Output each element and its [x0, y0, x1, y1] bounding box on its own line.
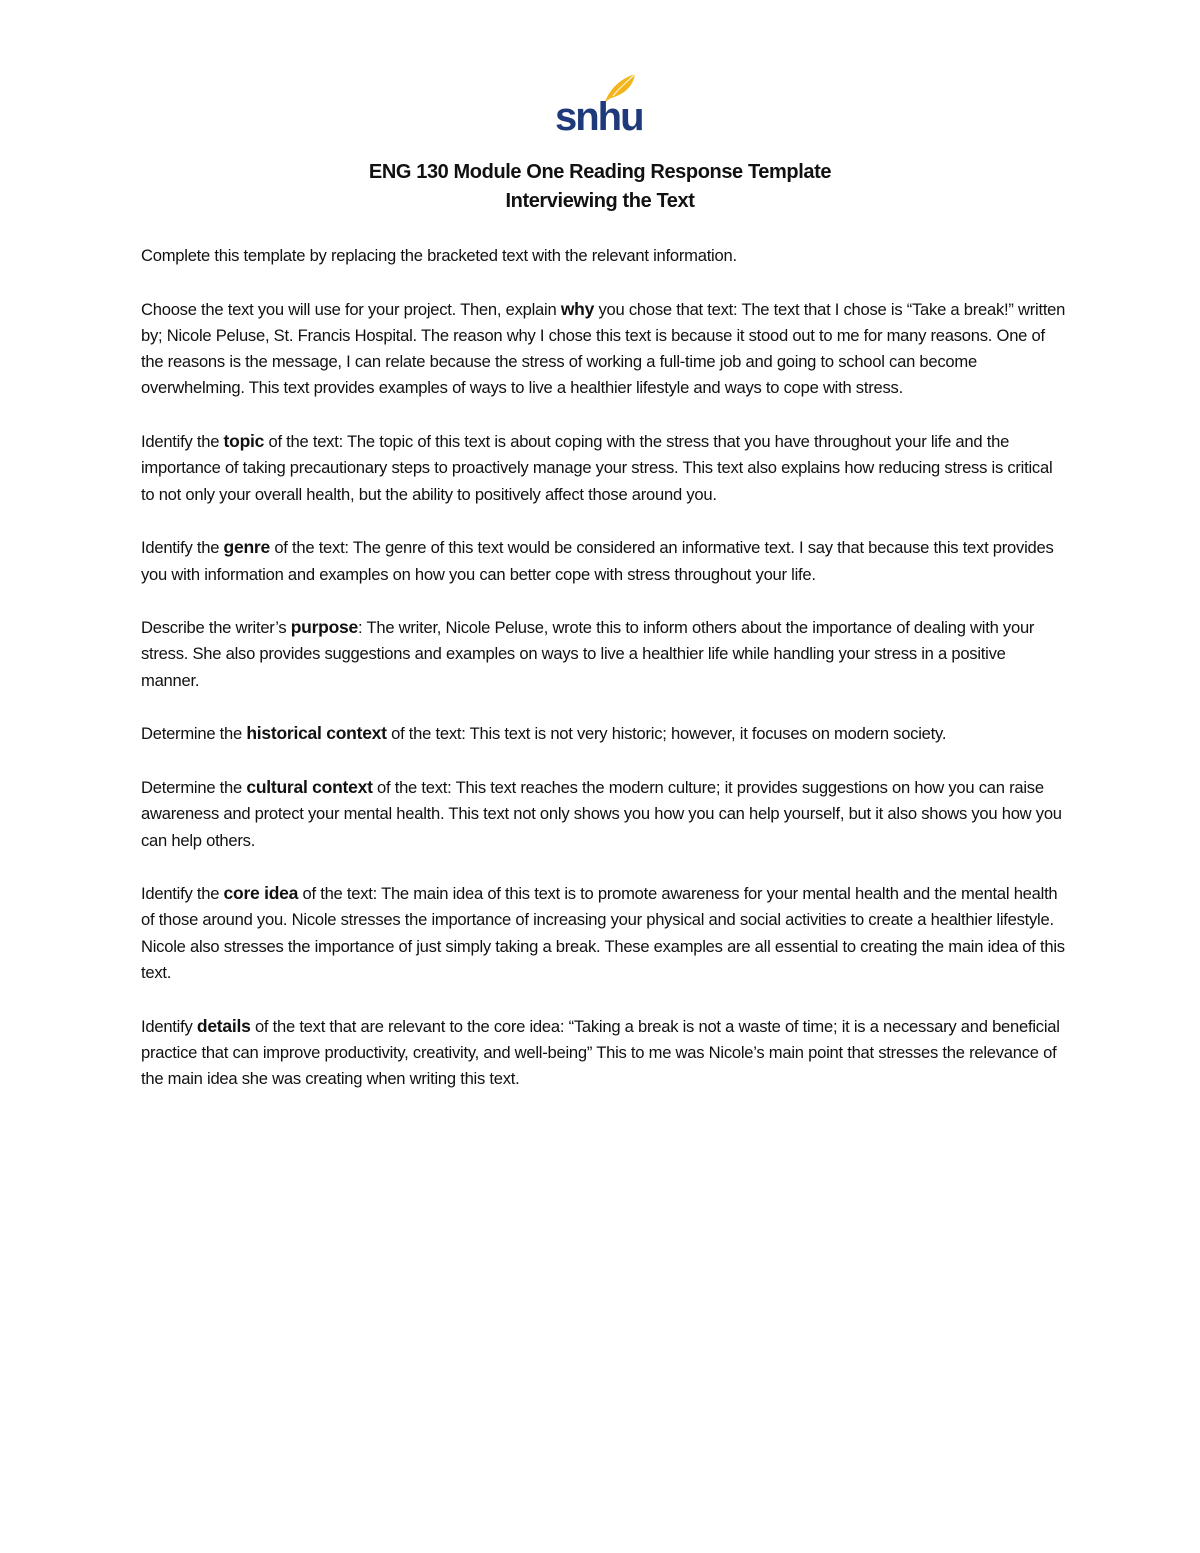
prompt-text: Describe the writer’s: [141, 618, 291, 638]
prompt-keyword: why: [560, 298, 595, 319]
prompt-text: Identify: [141, 1016, 197, 1036]
prompt-keyword: purpose: [290, 617, 359, 638]
document-body: [141, 243, 1066, 1119]
response-section: [141, 1013, 1066, 1093]
response-section: [141, 428, 1066, 508]
title-line-2: Interviewing the Text: [505, 190, 695, 212]
prompt-text: of the text that are relevant to the core idea:: [250, 1016, 569, 1036]
prompt-keyword: topic: [223, 431, 265, 452]
svg-text:snhu: snhu: [555, 95, 643, 134]
answer-text: The topic of this text is about coping with the stress that you have throughout your life and the importance of taking precautionary steps to proactively manage your stress. This text also explains how reducing stress is critical to not only your overall health, but the ability to positively affect those around you.: [141, 432, 1053, 504]
prompt-text: of the text:: [264, 432, 348, 452]
prompt-text: of the text:: [386, 724, 470, 744]
answer-text: The main idea of this text is to promote awareness for your mental health and the mental health of those around you. Nicole stresses the importance of increasing your physical and social activities to create a healthier lifestyle. Nicole also stresses the importance of just simply taking a break. These examples are all essential to creating the main idea of this text.: [141, 884, 1065, 983]
response-section: [141, 720, 1066, 747]
prompt-text: :: [358, 618, 367, 638]
prompt-keyword: genre: [223, 537, 270, 558]
prompt-text: of the text:: [269, 538, 353, 558]
response-section: [141, 774, 1066, 854]
prompt-keyword: details: [196, 1015, 251, 1036]
prompt-text: Determine the: [141, 724, 247, 744]
intro-text: Complete this template by replacing the bracketed text with the relevant information.: [141, 246, 737, 265]
response-section: [141, 534, 1066, 588]
prompt-keyword: cultural context: [246, 776, 373, 797]
response-section: [141, 614, 1066, 694]
answer-text: This text is not very historic; however, it focuses on modern society.: [469, 724, 947, 744]
answer-text: The text that I chose is “Take a break!” written by; Nicole Peluse, St. Francis Hospital. The reason why I chose this text is because it stood out to me for many reasons. One of the reasons is the message, I can relate because the stress of working a full-time job and going to school can become overwhelming. This text provides examples of ways to live a healthier lifestyle and ways to cope with stress.: [141, 299, 1066, 398]
snhu-logo: [553, 72, 643, 134]
prompt-text: Identify the: [141, 538, 224, 558]
prompt-text: you chose that text:: [594, 299, 742, 319]
prompt-text: of the text:: [372, 777, 456, 797]
prompt-text: of the text:: [298, 884, 382, 904]
answer-text: The genre of this text would be considered an informative text. I say that because this text provides you with information and examples on how you can better cope with stress throughout your life.: [141, 538, 1054, 584]
answer-text: The writer, Nicole Peluse, wrote this to inform others about the importance of dealing with your stress. She also provides suggestions and examples on ways to live a healthier life while handling your stress in a positive manner.: [141, 618, 1035, 690]
document-title: [0, 158, 1200, 216]
response-section: [141, 296, 1066, 402]
prompt-text: Identify the: [141, 432, 224, 452]
prompt-text: Determine the: [141, 777, 247, 797]
answer-text: This text reaches the modern culture; it provides suggestions on how you can raise awareness and protect your mental health. This text not only shows you how you can help yourself, but it also shows you how you can help others.: [141, 777, 1062, 850]
prompt-text: Choose the text you will use for your project. Then, explain: [141, 299, 561, 319]
prompt-keyword: core idea: [223, 883, 299, 904]
answer-text: “Taking a break is not a waste of time; it is a necessary and beneficial practice that can improve productivity, creativity, and well-being” This to me was Nicole’s main point that stresses the relevance of the main idea she was creating when writing this text.: [141, 1016, 1060, 1089]
prompt-text: Identify the: [141, 884, 224, 904]
title-line-1: ENG 130 Module One Reading Response Template: [368, 161, 832, 183]
prompt-keyword: historical context: [246, 723, 387, 744]
response-section: [141, 880, 1066, 986]
